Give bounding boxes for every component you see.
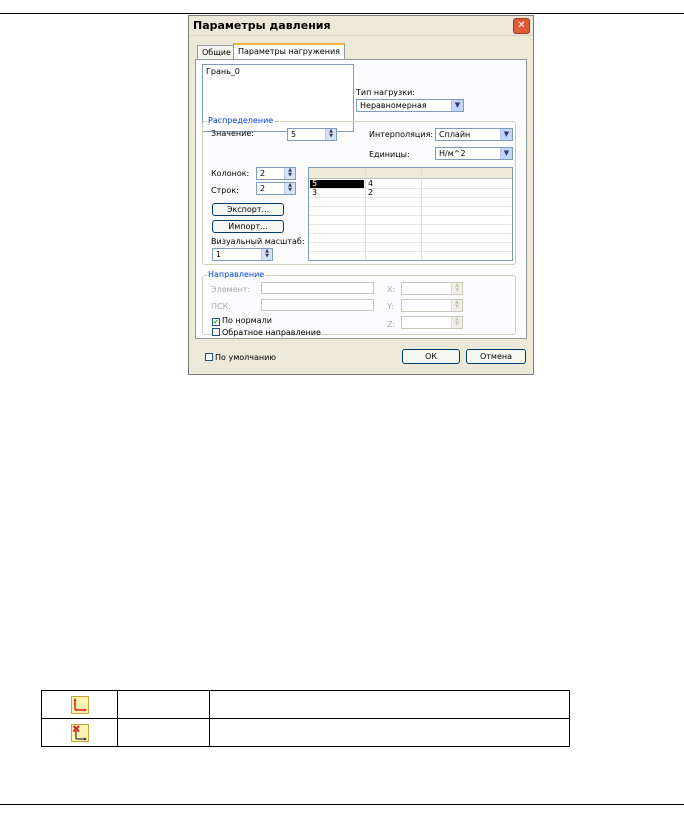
interpolation-label: Интерполяция: bbox=[369, 130, 434, 139]
grid-row-divider bbox=[309, 215, 512, 216]
grid-header-row bbox=[309, 168, 512, 179]
element-label: Элемент: bbox=[211, 285, 251, 294]
x-label: X: bbox=[387, 285, 396, 294]
page-bottom-rule bbox=[0, 804, 684, 805]
checkbox-empty-icon bbox=[205, 353, 213, 361]
close-button[interactable] bbox=[513, 18, 530, 34]
spinner-arrows-icon[interactable]: ▲ ▼ bbox=[451, 283, 462, 294]
table-row bbox=[42, 691, 570, 719]
description-cell bbox=[210, 691, 570, 719]
visual-scale-label: Визуальный масштаб: bbox=[211, 237, 305, 246]
value-label: Значение: bbox=[211, 129, 254, 138]
rows-label: Строк: bbox=[211, 186, 239, 195]
coordinate-axes-delete-icon bbox=[71, 724, 89, 742]
normal-checkbox[interactable] bbox=[212, 316, 272, 326]
import-button[interactable]: Импорт... bbox=[212, 220, 284, 233]
load-type-select[interactable] bbox=[356, 99, 464, 112]
name-cell bbox=[118, 719, 210, 747]
rows-spinner-text: 2 bbox=[260, 184, 266, 193]
reverse-direction-checkbox[interactable] bbox=[212, 328, 321, 337]
csys-label: ПСК: bbox=[211, 302, 231, 311]
export-button[interactable]: Экспорт... bbox=[212, 203, 284, 216]
y-label: Y: bbox=[387, 302, 394, 311]
visual-scale-spinner[interactable] bbox=[212, 248, 273, 261]
spinner-arrows-icon[interactable]: ▲ ▼ bbox=[284, 168, 295, 179]
icon-legend-table bbox=[41, 690, 570, 747]
icon-cell bbox=[42, 691, 118, 719]
grid-row-divider bbox=[309, 224, 512, 225]
icon-cell bbox=[42, 719, 118, 747]
y-spinner[interactable] bbox=[401, 299, 463, 312]
table-row bbox=[42, 719, 570, 747]
element-field[interactable] bbox=[261, 282, 374, 294]
load-type-value: Неравномерная bbox=[360, 101, 427, 110]
coordinate-axes-icon bbox=[71, 696, 89, 714]
rows-spinner[interactable] bbox=[256, 182, 296, 195]
close-icon: ✕ bbox=[517, 20, 526, 31]
default-checkbox-label: По умолчанию bbox=[215, 353, 277, 362]
checkbox-empty-icon bbox=[212, 328, 220, 336]
units-select[interactable] bbox=[435, 147, 513, 160]
chevron-down-icon: ▼ bbox=[500, 148, 512, 159]
grid-row-divider bbox=[309, 242, 512, 243]
spinner-arrows-icon[interactable]: ▲ ▼ bbox=[261, 249, 272, 260]
grid-row-divider bbox=[309, 251, 512, 252]
spinner-arrows-icon[interactable]: ▲ ▼ bbox=[325, 129, 336, 140]
direction-group-title: Направление bbox=[208, 270, 265, 279]
reverse-direction-label: Обратное направление bbox=[222, 328, 321, 337]
dialog-titlebar[interactable] bbox=[189, 16, 533, 36]
value-spinner-text: 5 bbox=[291, 130, 297, 139]
columns-label: Колонок: bbox=[211, 169, 250, 178]
z-label: Z: bbox=[387, 320, 396, 329]
interpolation-value: Сплайн bbox=[439, 130, 471, 139]
page-top-rule bbox=[0, 13, 684, 14]
grid-row-divider bbox=[309, 197, 512, 198]
tab-general[interactable]: Общие bbox=[197, 45, 236, 60]
visual-scale-text: 1 bbox=[216, 250, 222, 259]
grid-cell-selected[interactable]: 5 bbox=[310, 180, 364, 188]
spinner-arrows-icon[interactable]: ▲ ▼ bbox=[284, 183, 295, 194]
csys-field[interactable] bbox=[261, 299, 374, 311]
chevron-down-icon: ▼ bbox=[500, 129, 512, 140]
grid-cell[interactable]: 3 bbox=[312, 188, 318, 197]
description-cell bbox=[210, 719, 570, 747]
checkbox-checked-icon: ✔ bbox=[213, 318, 219, 326]
columns-spinner[interactable] bbox=[256, 167, 296, 180]
z-spinner[interactable] bbox=[401, 316, 463, 329]
columns-spinner-text: 2 bbox=[260, 169, 266, 178]
spinner-arrows-icon[interactable]: ▲ ▼ bbox=[451, 300, 462, 311]
grid-cell[interactable]: 4 bbox=[368, 179, 374, 188]
distribution-grid[interactable] bbox=[308, 167, 513, 261]
grid-cell[interactable]: 2 bbox=[368, 188, 374, 197]
tab-load-parameters[interactable]: Параметры нагружения bbox=[233, 43, 345, 60]
ok-button[interactable]: ОК bbox=[402, 349, 460, 364]
grid-row-divider bbox=[309, 206, 512, 207]
spinner-arrows-icon[interactable]: ▲ ▼ bbox=[451, 317, 462, 328]
normal-checkbox-label: По нормали bbox=[222, 316, 272, 325]
units-label: Единицы: bbox=[369, 150, 410, 159]
grid-row-divider bbox=[309, 233, 512, 234]
chevron-down-icon: ▼ bbox=[451, 100, 463, 111]
interpolation-select[interactable] bbox=[435, 128, 513, 141]
name-cell bbox=[118, 691, 210, 719]
units-value: Н/м^2 bbox=[439, 149, 466, 158]
list-item[interactable]: Грань_0 bbox=[206, 67, 240, 76]
distribution-group-title: Распределение bbox=[208, 116, 274, 125]
grid-column-divider bbox=[421, 168, 422, 260]
dialog-title: Параметры давления bbox=[193, 19, 331, 32]
default-checkbox[interactable] bbox=[205, 353, 276, 362]
x-spinner[interactable] bbox=[401, 282, 463, 295]
value-spinner[interactable] bbox=[287, 128, 337, 141]
cancel-button[interactable]: Отмена bbox=[466, 349, 526, 364]
load-type-label: Тип нагрузки: bbox=[356, 88, 415, 97]
